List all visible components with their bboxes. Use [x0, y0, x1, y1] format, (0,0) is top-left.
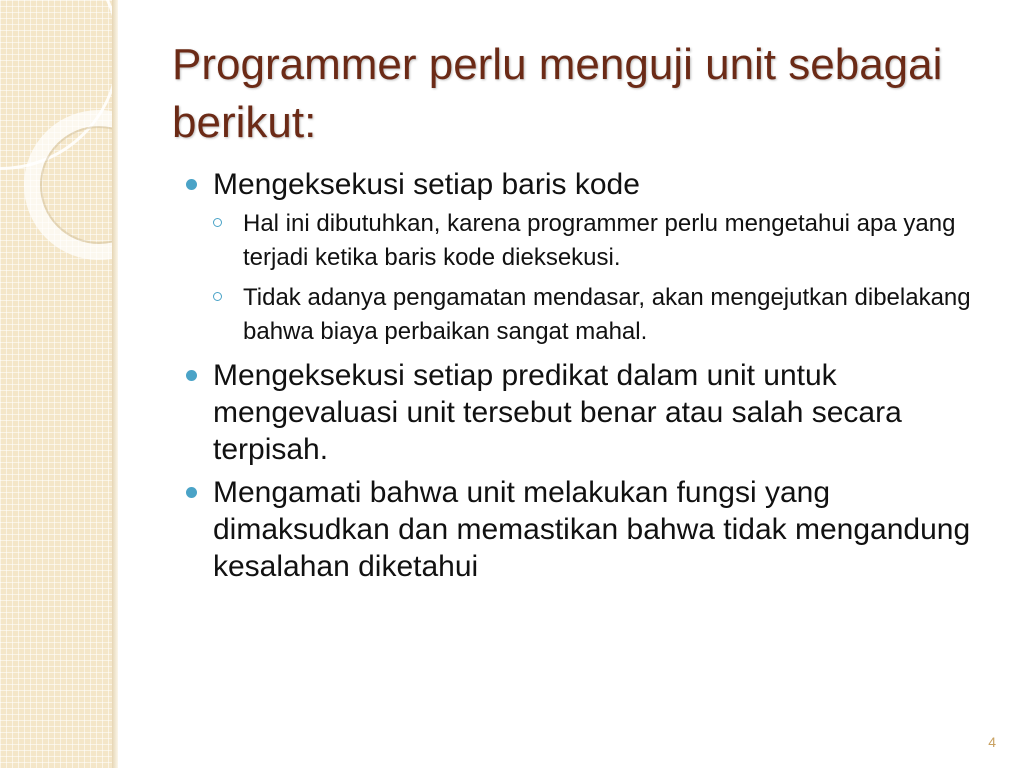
bullet-text: Mengeksekusi setiap predikat dalam unit untuk mengevaluasi unit tersebut benar atau salah secara terpisah. — [213, 359, 902, 466]
bullet-dot-icon — [186, 370, 197, 381]
sub-bullet-text: Hal ini dibutuhkan, karena programmer perlu mengetahui apa yang terjadi ketika baris kode dieksekusi. — [243, 210, 956, 271]
page-number: 4 — [988, 734, 996, 750]
decorative-side-band — [0, 0, 112, 768]
bullet-ring-icon — [213, 292, 222, 301]
bullet-text: Mengamati bahwa unit melakukan fungsi yang dimaksudkan dan memastikan bahwa tidak mengandung kesalahan diketahui — [213, 476, 971, 583]
sub-bullet-item — [213, 207, 994, 275]
bullet-item — [186, 474, 994, 585]
side-band-edge — [112, 0, 118, 768]
bullet-item — [186, 166, 994, 349]
sub-bullet-text: Tidak adanya pengamatan mendasar, akan mengejutkan dibelakang bahwa biaya perbaikan sangat mahal. — [243, 284, 971, 345]
bullet-list — [186, 166, 994, 591]
slide-title: Programmer perlu menguji unit sebagai berikut: — [172, 40, 943, 147]
bullet-dot-icon — [186, 179, 197, 190]
sub-bullet-list — [213, 207, 994, 349]
bullet-ring-icon — [213, 218, 222, 227]
bullet-text: Mengeksekusi setiap baris kode — [213, 168, 640, 201]
bullet-dot-icon — [186, 487, 197, 498]
bullet-item — [186, 357, 994, 468]
sub-bullet-item — [213, 281, 994, 349]
